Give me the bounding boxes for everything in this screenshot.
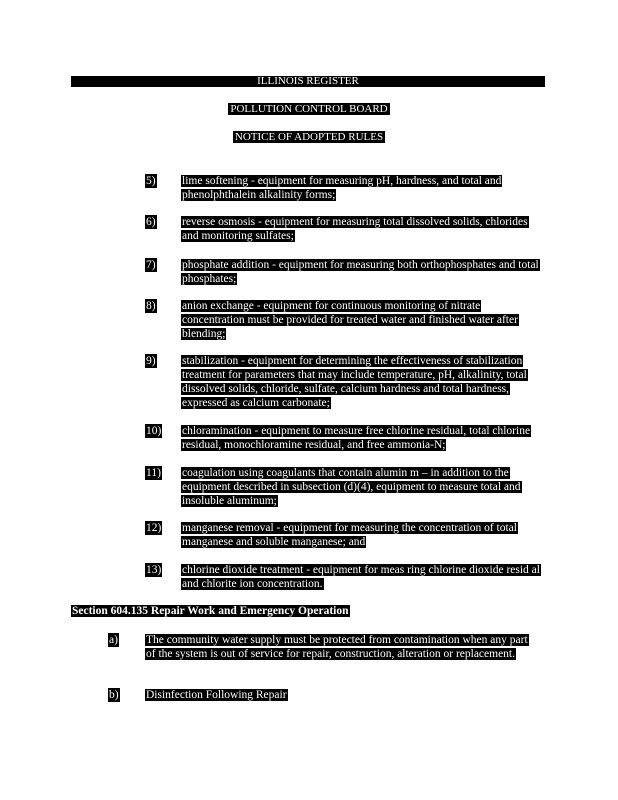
item-number: 11) (146, 467, 161, 479)
notice-title: NOTICE OF ADOPTED RULES (234, 131, 384, 143)
item-number: 12) (146, 522, 162, 534)
item-number: 9) (146, 355, 156, 367)
item-number: 10) (146, 425, 162, 437)
subsection-letter: a) (109, 634, 118, 646)
item-text: reverse osmosis - equipment for measuring total dissolved solids, chlorides and monitoring sulfates; (182, 216, 528, 242)
item-number: 7) (146, 259, 156, 271)
item-number: 5) (146, 175, 156, 187)
item-text: chloramination - equipment to measure free chlorine residual, total chlorine residual, monochloramine residual, and free ammonia-N; (182, 425, 531, 451)
item-text: anion exchange - equipment for continuous monitoring of nitrate concentration must be provided for treated water and finished water after blending; (182, 300, 518, 340)
item-number: 13) (146, 564, 162, 576)
register-header: ILLINOIS REGISTER (71, 76, 545, 87)
subsection-text: Disinfection Following Repair (146, 689, 287, 701)
subsection-text: The community water supply must be protected from contamination when any part of the system is out of service for repair, construction, alteration or replacement. (146, 634, 528, 660)
item-number: 6) (146, 216, 156, 228)
item-text: coagulation using coagulants that contain alumin m – in addition to the equipment described in subsection (d)(4), equipment to measure total and insoluble aluminum; (182, 467, 521, 507)
board-title: POLLUTION CONTROL BOARD (230, 103, 388, 115)
item-text: chlorine dioxide treatment - equipment for meas ring chlorine dioxide resid al and chlorite ion concentration. (182, 564, 540, 590)
section-heading: Section 604.135 Repair Work and Emergency Operation (72, 605, 349, 617)
item-number: 8) (146, 300, 156, 312)
subsection-letter: b) (109, 689, 119, 701)
item-text: manganese removal - equipment for measuring the concentration of total manganese and soluble manganese; and (182, 522, 517, 548)
item-text: phosphate addition - equipment for measuring both orthophosphates and total phosphates; (182, 259, 539, 285)
item-text: lime softening - equipment for measuring pH, hardness, and total and phenolphthalein alkalinity forms; (182, 175, 502, 201)
item-text: stabilization - equipment for determining the effectiveness of stabilization treatment for parameters that may include temperature, pH, alkalinity, total dissolved solids, chloride, sulfate, calcium hardness and total hardness, expressed as calcium carbonate; (182, 355, 527, 409)
